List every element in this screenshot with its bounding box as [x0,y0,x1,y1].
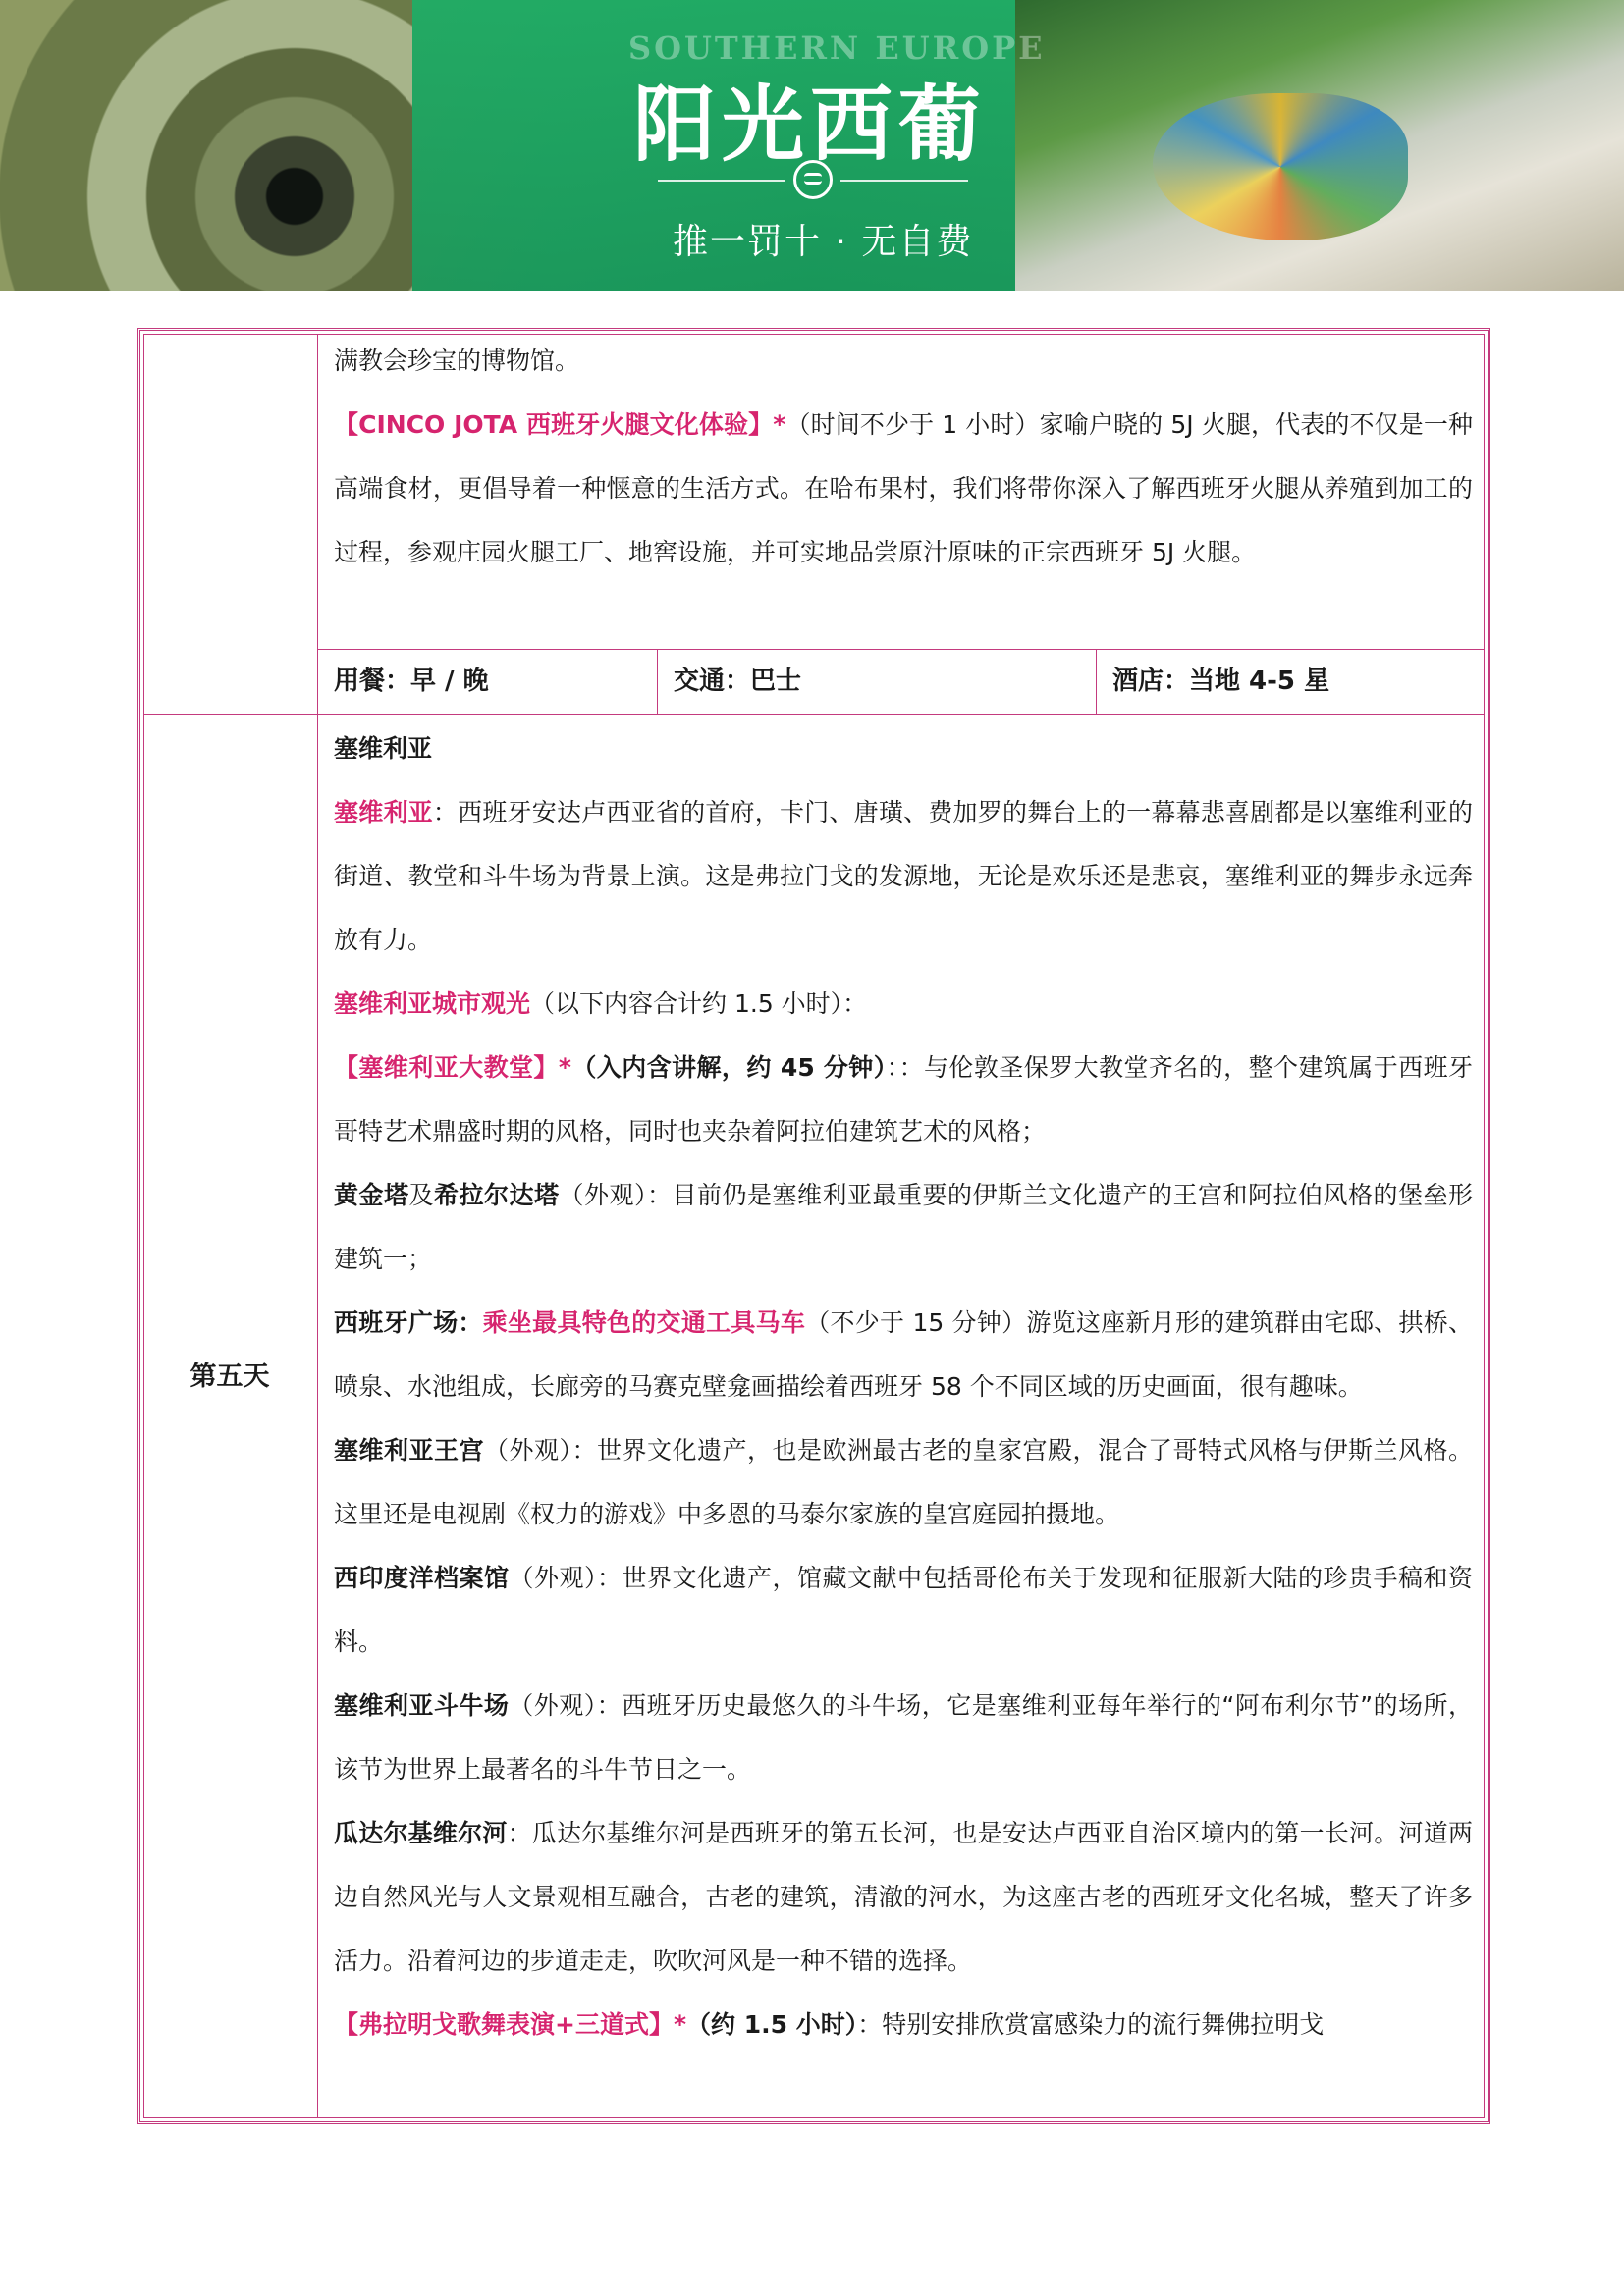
day-label: 第五天 [189,1362,270,1392]
banner-divider-left [658,180,785,182]
flamenco-text: ：特别安排欣赏富感染力的流行舞佛拉明戈 [857,2010,1325,2039]
archive-title: 西印度洋档案馆 [334,1564,510,1592]
royal-palace [334,1418,1473,1546]
bullring-title: 塞维利亚斗牛场 [334,1691,510,1720]
banner-divider-right [840,180,968,182]
seville-intro-title: 塞维利亚 [334,798,433,827]
towers [334,1163,1473,1291]
plaza-highlight: 乘坐最具特色的交通工具马车 [482,1308,806,1337]
plaza-espana [334,1291,1473,1418]
flamenco-note: （约 1.5 小时） [686,2010,858,2039]
towers-and: 及 [408,1181,434,1209]
indies-archive [334,1546,1473,1674]
city-tour [334,972,1473,1036]
bullring-text: （外观）：西班牙历史最悠久的斗牛场，它是塞维利亚每年举行的“阿布利尔节”的场所，该节为世界上最著名的斗牛节日之一。 [334,1691,1473,1784]
ham-experience-paragraph [334,393,1473,584]
header-banner [0,0,1624,291]
plaza-title: 西班牙广场： [334,1308,483,1337]
bullring [334,1674,1473,1801]
cathedral-note: （入内含讲解，约 45 分钟） [570,1053,887,1082]
banner-slogan: 推一罚十 · 无自费 [673,222,974,262]
ham-experience-text: （时间不少于 1 小时）家喻户晓的 5J 火腿，代表的不仅是一种高端食材，更倡导着一种惬意的生活方式。在哈布果村，我们将带你深入了解西班牙火腿从养殖到加工的过程，参观庄园火腿工厂、地窖设施，并可实地品尝原汁原味的正宗西班牙 5J 火腿。 [334,410,1473,566]
hotel-cell: 酒店：当地 4-5 星 [1112,667,1330,696]
day-separator [143,714,1485,715]
cathedral-text: ：：与伦敦圣保罗大教堂齐名的，整个建筑属于西班牙哥特艺术鼎盛时期的风格，同时也夹杂着阿拉伯建筑艺术的风格； [334,1053,1473,1146]
city-tour-title: 塞维利亚城市观光 [334,989,531,1018]
brand-logo-icon [793,160,833,199]
giralda-title: 希拉尔达塔 [434,1181,560,1209]
prev-day-content [334,329,1473,584]
day5-heading: 塞维利亚 [334,734,433,763]
city-tour-text: （以下内容合计约 1.5 小时）： [530,989,868,1018]
day5-content [334,717,1473,2056]
seville-intro-text: ：西班牙安达卢西亚省的首府，卡门、唐璜、费加罗的舞台上的一幕幕悲喜剧都是以塞维利亚的街道、教堂和斗牛场为背景上演。这是弗拉门戈的发源地，无论是欢乐还是悲哀，塞维利亚的舞步永远奔放有力。 [334,798,1473,954]
meals-cell: 用餐：早 / 晚 [334,667,489,696]
flamenco-show [334,1993,1473,2056]
golden-tower-title: 黄金塔 [334,1181,409,1209]
guadalquivir-river [334,1801,1473,1993]
flamenco-title: 【弗拉明戈歌舞表演+三道式】* [334,2010,687,2039]
towers-text: （外观）：目前仍是塞维利亚最重要的伊斯兰文化遗产的王宫和阿拉伯风格的堡垒形建筑一； [334,1181,1473,1273]
transport-cell: 交通：巴士 [674,667,802,696]
meal-divider-2 [1096,649,1097,714]
meal-divider-1 [657,649,658,714]
seville-intro [334,780,1473,972]
banner-subtitle-en: SOUTHERN EUROPE [628,29,1046,67]
palace-text: （外观）：世界文化遗产，也是欧洲最古老的皇家宫殿，混合了哥特式风格与伊斯兰风格。这里还是电视剧《权力的游戏》中多恩的马泰尔家族的皇宫庭园拍摄地。 [334,1436,1473,1528]
plaza-text: （不少于 15 分钟）游览这座新月形的建筑群由宅邸、拱桥、喷泉、水池组成，长廊旁的马赛克壁龛画描绘着西班牙 58 个不同区域的历史画面，很有趣味。 [334,1308,1473,1401]
banner-title: 阳光西葡 [633,76,988,173]
archive-text: （外观）：世界文化遗产，馆藏文献中包括哥伦布关于发现和征服新大陆的珍贵手稿和资料。 [334,1564,1473,1656]
day-column-divider [317,334,318,2118]
quinta-well-photo [0,0,412,291]
river-title: 瓜达尔基维尔河 [334,1819,508,1847]
river-text: ：瓜达尔基维尔河是西班牙的第五长河，也是安达卢西亚自治区境内的第一长河。河道两边自然风光与人文景观相互融合，古老的建筑，清澈的河水，为这座古老的西班牙文化名城，整天了许多活力。沿着河边的步道走走，吹吹河风是一种不错的选择。 [334,1819,1473,1975]
cathedral [334,1036,1473,1163]
palace-title: 塞维利亚王宫 [334,1436,484,1465]
cathedral-title: 【塞维利亚大教堂】* [334,1053,571,1082]
prev-day-continuation: 满教会珍宝的博物馆。 [334,347,580,375]
ham-experience-title: 【CINCO JOTA 西班牙火腿文化体验】* [334,410,786,439]
